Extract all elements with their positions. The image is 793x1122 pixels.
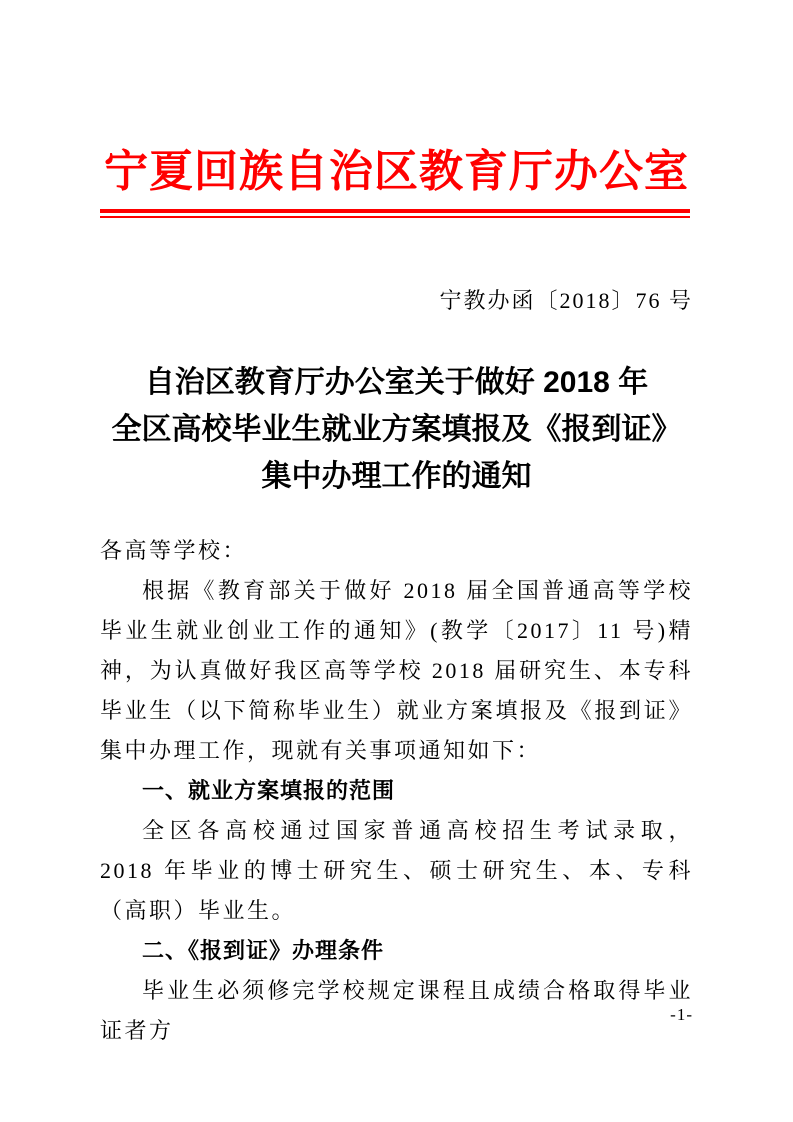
document-title-line-2: 全区高校毕业生就业方案填报及《报到证》 (111, 413, 682, 446)
letterhead-org-name: 宁夏回族自治区教育厅办公室 (104, 147, 689, 196)
body-paragraph: 毕业生必须修完学校规定课程且成绩合格取得毕业证者方 (100, 978, 693, 1043)
salutation: 各高等学校： (100, 538, 248, 563)
page-number: -1- (670, 1005, 693, 1024)
letterhead-rule (100, 209, 690, 218)
document-title-line-3: 集中办理工作的通知 (261, 460, 532, 493)
document-reference-number: 宁教办函〔2018〕76 号 (439, 288, 693, 313)
body-paragraph: 根据《教育部关于做好 2018 届全国普通高等学校毕业生就业创业工作的通知》(教学〔2017〕11 号)精神，为认真做好我区高等学校 2018 届研究生、本专科毕业生（以下简称毕业生）就业方案填报及《报到证》集中办理工作，现就有关事项通知如下： (100, 578, 693, 763)
section-heading-2: 二、《报到证》办理条件 (142, 938, 385, 963)
document-body (100, 531, 693, 1051)
document-title (40, 359, 753, 500)
letterhead-rule-thin-line (100, 216, 690, 218)
document-title-line-1: 自治区教育厅办公室关于做好 2018 年 (144, 366, 649, 399)
body-paragraph: 全区各高校通过国家普通高校招生考试录取， 2018 年毕业的博士研究生、硕士研究生、本、专科（高职）毕业生。 (100, 818, 693, 923)
section-heading-1: 一、就业方案填报的范围 (142, 778, 396, 803)
